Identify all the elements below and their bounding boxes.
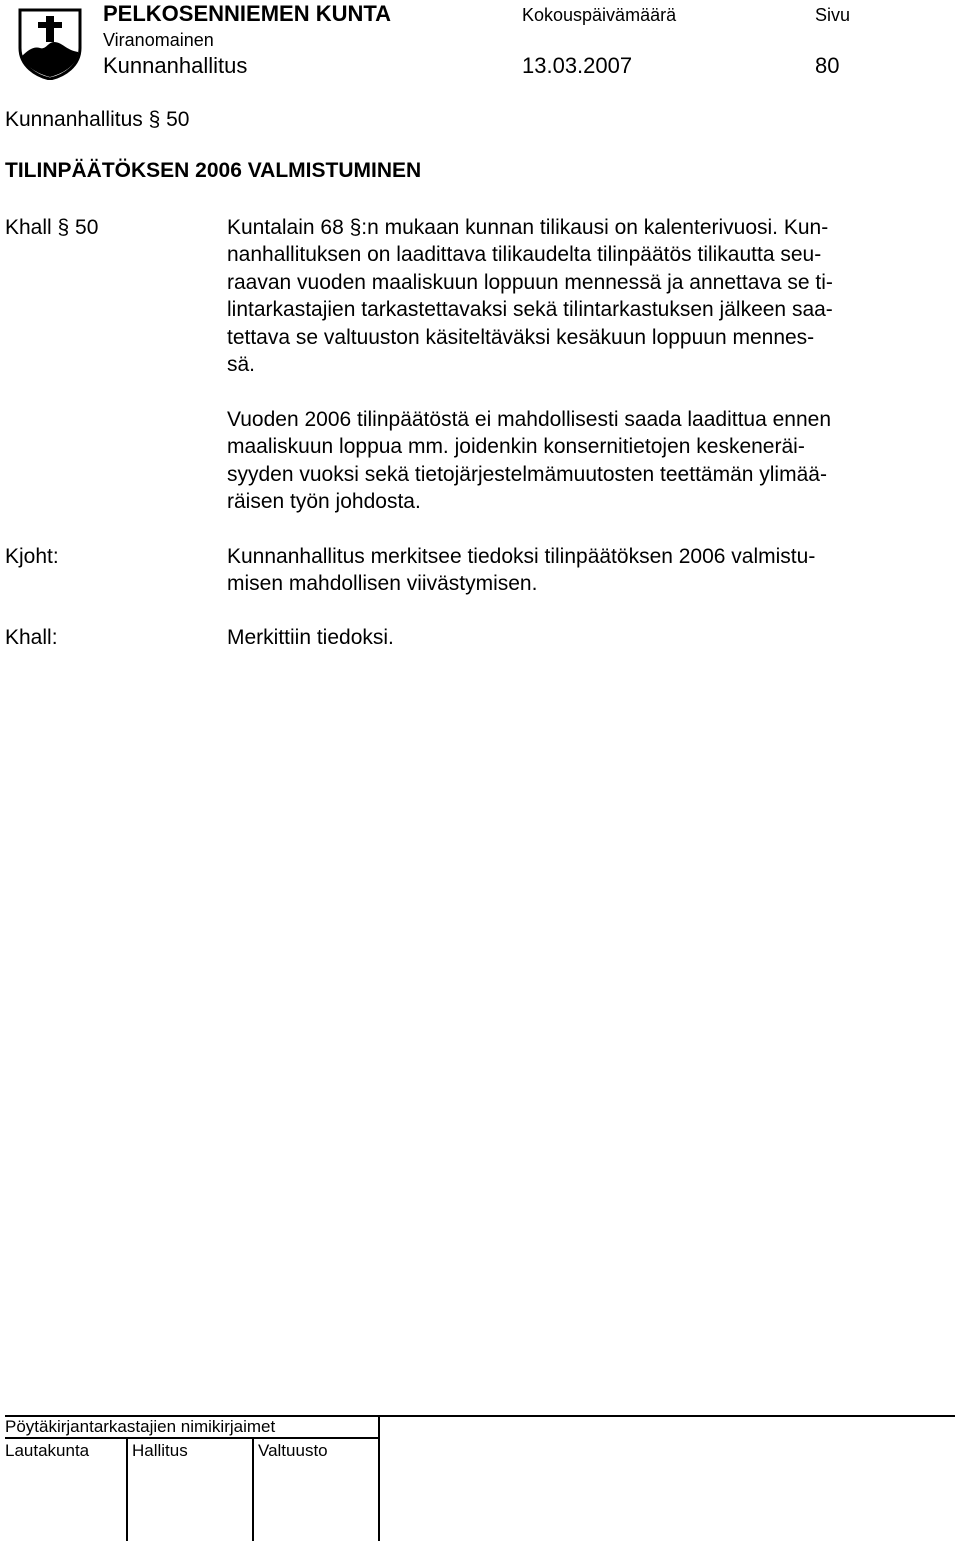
page-label: Sivu bbox=[815, 5, 851, 25]
footer-divider-2 bbox=[252, 1437, 254, 1541]
khall-reference: Khall § 50 bbox=[5, 216, 99, 239]
authority-value: Kunnanhallitus bbox=[103, 53, 248, 78]
section-reference: Kunnanhallitus § 50 bbox=[5, 108, 190, 131]
signature-column-lautakunta: Lautakunta bbox=[5, 1441, 90, 1460]
municipality-coat-of-arms-icon bbox=[18, 8, 82, 80]
meeting-date-label: Kokouspäivämäärä bbox=[522, 5, 677, 25]
signature-column-valtuusto: Valtuusto bbox=[258, 1441, 328, 1460]
paragraph-1: Kuntalain 68 §:n mukaan kunnan tilikausi on kalenterivuosi. Kun- nanhallituksen on laadittava tilikaudelta tilinpäätös tilikautta seu- raavan vuoden maaliskuun loppuun mennessä ja annettava se ti- lintarkastajien tarkastettavaksi sekä tilintarkastuksen jälkeen saa- tettava se valtuuston käsiteltäväksi kesäkuun loppuun mennes- sä. bbox=[227, 216, 833, 377]
footer-divider-1 bbox=[126, 1437, 128, 1541]
meeting-date: 13.03.2007 bbox=[522, 53, 633, 78]
kjoht-label: Kjoht: bbox=[5, 545, 59, 568]
footer-divider-3 bbox=[378, 1415, 380, 1541]
kjoht-proposal: Kunnanhallitus merkitsee tiedoksi tilinpäätöksen 2006 valmistu- misen mahdollisen viivästymisen. bbox=[227, 545, 816, 596]
page-number: 80 bbox=[815, 53, 840, 78]
footer-title: Pöytäkirjantarkastajien nimikirjaimet bbox=[5, 1417, 276, 1436]
footer-header-rule bbox=[5, 1437, 379, 1439]
signature-box bbox=[5, 1415, 955, 1541]
paragraph-2: Vuoden 2006 tilinpäätöstä ei mahdollisesti saada laadittua ennen maaliskuun loppua mm. joidenkin konsernitietojen keskeneräi- syyden vuoksi sekä tietojärjestelmämuutosten teettämän ylimää- räisen työn johdosta. bbox=[227, 408, 831, 514]
khall-decision: Merkittiin tiedoksi. bbox=[227, 626, 394, 649]
authority-label: Viranomainen bbox=[103, 30, 214, 50]
signature-column-hallitus: Hallitus bbox=[132, 1441, 188, 1460]
section-title: TILINPÄÄTÖKSEN 2006 VALMISTUMINEN bbox=[5, 159, 422, 182]
khall-label: Khall: bbox=[5, 626, 58, 649]
organization-name: PELKOSENNIEMEN KUNTA bbox=[103, 1, 392, 26]
